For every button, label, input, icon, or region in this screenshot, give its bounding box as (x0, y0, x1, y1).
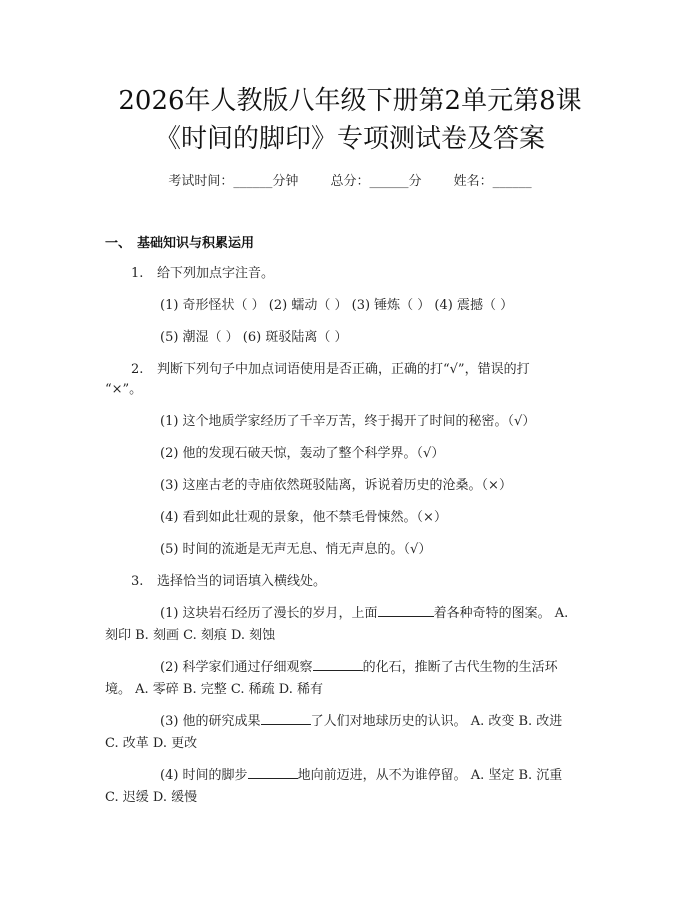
answer-blank (313, 658, 363, 671)
question-2 (131, 358, 530, 377)
question-3 (131, 570, 326, 589)
question-3-item (160, 656, 558, 675)
page-title-line-2: 《时间的脚印》专项测试卷及答案 (154, 124, 545, 154)
page-title-line-1: 2026年人教版八年级下册第2单元第8课 (118, 86, 582, 116)
item-text: (1) 这块岩石经历了漫长的岁月，上面 (160, 606, 378, 621)
item-text: 的化石，推断了古代生物的生活环 (362, 660, 558, 675)
item-text: 着各种奇特的图案。 A. (433, 606, 569, 621)
section-title: 基础知识与积累运用 (137, 236, 255, 251)
question-3-item (160, 602, 568, 621)
question-1-row-1: (1) 奇形怪状（ ） (2) 蠕动（ ） (3) 锤炼（ ） (4) 震撼（ ） (160, 298, 514, 313)
question-3-item-options: 刻印 B. 刻画 C. 刻痕 D. 刻蚀 (105, 628, 276, 643)
total-score-field: 总分：______分 (330, 174, 422, 189)
item-text: (4) 时间的脚步 (160, 768, 248, 783)
item-text: (3) 他的研究成果 (160, 714, 261, 729)
name-field: 姓名：______ (453, 174, 532, 189)
question-3-item (160, 710, 562, 729)
exam-time-field: 考试时间：______分钟 (168, 174, 299, 189)
question-1-row-2: (5) 潮湿（ ） (6) 斑驳陆离（ ） (160, 330, 348, 345)
exam-meta (0, 170, 700, 189)
question-2-item: (4) 看到如此壮观的景象，他不禁毛骨悚然。（×） (160, 510, 447, 525)
answer-blank (261, 712, 311, 725)
question-2-item: (2) 他的发现石破天惊，轰动了整个科学界。（√） (160, 446, 445, 461)
item-text: (2) 科学家们通过仔细观察 (160, 660, 313, 675)
question-number: 1. (131, 266, 144, 281)
question-3-item-options: 境。 A. 零碎 B. 完整 C. 稀疏 D. 稀有 (105, 682, 323, 697)
question-text: 给下列加点字注音。 (157, 266, 275, 281)
question-2-text-continued: “×”。 (105, 382, 143, 397)
question-3-item-options: C. 改革 D. 更改 (105, 736, 198, 751)
question-text: 判断下列句子中加点词语使用是否正确，正确的打“√”，错误的打 (157, 362, 530, 377)
item-text: 地向前迈进，从不为谁停留。 A. 坚定 B. 沉重 (297, 768, 563, 783)
section-number: 一、 (105, 236, 132, 251)
question-2-item: (3) 这座古老的寺庙依然斑驳陆离，诉说着历史的沧桑。（×） (160, 478, 512, 493)
item-text: 了人们对地球历史的认识。 A. 改变 B. 改进 (310, 714, 563, 729)
answer-blank (378, 604, 434, 617)
question-3-item-options: C. 迟缓 D. 缓慢 (105, 790, 198, 805)
question-1 (131, 262, 274, 281)
question-3-item (160, 764, 562, 783)
question-2-item: (5) 时间的流逝是无声无息、悄无声息的。（√） (160, 542, 432, 557)
answer-blank (248, 766, 298, 779)
question-text: 选择恰当的词语填入横线处。 (157, 574, 327, 589)
question-number: 3. (131, 574, 144, 589)
question-2-item: (1) 这个地质学家经历了千辛万苦，终于揭开了时间的秘密。（√） (160, 414, 536, 429)
question-number: 2. (131, 362, 144, 377)
section-heading (105, 232, 254, 251)
